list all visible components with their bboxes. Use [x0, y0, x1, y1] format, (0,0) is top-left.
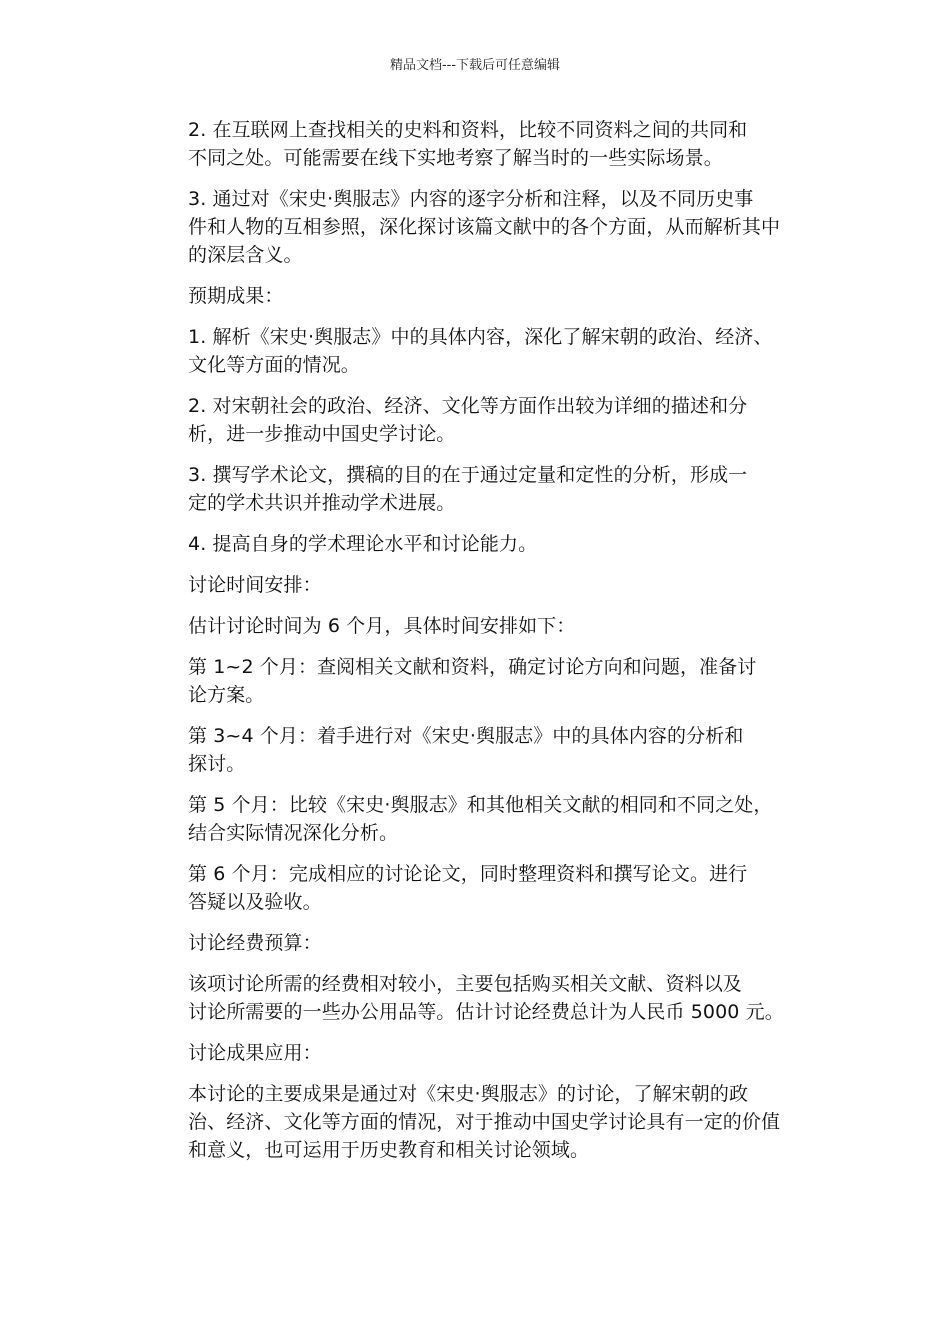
paragraph-line: 4. 提高自身的学术理论水平和讨论能力。 — [188, 533, 538, 555]
paragraph-line: 该项讨论所需的经费相对较小，主要包括购买相关文献、资料以及 — [188, 973, 742, 995]
page-header: 精品文档---下载后可任意编辑 — [389, 58, 561, 73]
paragraph — [144, 571, 816, 599]
paragraph-line: 第 3~4 个月：着手进行对《宋史·舆服志》中的具体内容的分析和 — [188, 725, 744, 747]
paragraph-line: 析，进一步推动中国史学讨论。 — [188, 423, 456, 445]
paragraph — [144, 323, 816, 379]
paragraph — [144, 860, 816, 916]
paragraph-line: 本讨论的主要成果是通过对《宋史·舆服志》的讨论，了解宋朝的政 — [188, 1083, 749, 1105]
paragraph — [144, 612, 816, 640]
paragraph — [144, 1039, 816, 1067]
paragraph-line: 讨论时间安排： — [188, 574, 322, 596]
paragraph-line: 估计讨论时间为 6 个月，具体时间安排如下： — [188, 615, 576, 637]
paragraph — [144, 929, 816, 957]
paragraph-line: 的深层含义。 — [188, 244, 303, 266]
paragraph-line: 答疑以及验收。 — [188, 891, 322, 913]
paragraph — [144, 970, 816, 1026]
paragraph-line: 不同之处。可能需要在线下实地考察了解当时的一些实际场景。 — [188, 147, 723, 169]
paragraph-line: 2. 在互联网上查找相关的史料和资料，比较不同资料之间的共同和 — [188, 119, 748, 141]
paragraph — [144, 653, 816, 709]
paragraph — [144, 392, 816, 448]
paragraph-line: 3. 撰写学术论文，撰稿的目的在于通过定量和定性的分析，形成一 — [188, 464, 748, 486]
paragraph — [144, 116, 816, 172]
paragraph — [144, 185, 816, 269]
paragraph-line: 治、经济、文化等方面的情况，对于推动中国史学讨论具有一定的价值 — [188, 1111, 781, 1133]
paragraph — [144, 1080, 816, 1164]
paragraph — [144, 722, 816, 778]
paragraph-line: 预期成果： — [188, 285, 284, 307]
paragraph-line: 探讨。 — [188, 753, 246, 775]
paragraph-line: 讨论成果应用： — [188, 1042, 322, 1064]
paragraph — [144, 791, 816, 847]
paragraph-line: 第 5 个月：比较《宋史·舆服志》和其他相关文献的相同和不同之处， — [188, 794, 773, 816]
paragraph-line: 3. 通过对《宋史·舆服志》内容的逐字分析和注释，以及不同历史事 — [188, 188, 754, 210]
paragraph-line: 定的学术共识并推动学术进展。 — [188, 492, 456, 514]
paragraph-line: 文化等方面的情况。 — [188, 354, 360, 376]
paragraph-line: 第 6 个月：完成相应的讨论论文，同时整理资料和撰写论文。进行 — [188, 863, 748, 885]
paragraph-line: 讨论所需要的一些办公用品等。估计讨论经费总计为人民币 5000 元。 — [188, 1001, 784, 1023]
paragraph-line: 讨论经费预算： — [188, 932, 322, 954]
paragraph-line: 1. 解析《宋史·舆服志》中的具体内容，深化了解宋朝的政治、经济、 — [188, 326, 773, 348]
paragraph — [144, 282, 816, 310]
paragraph-line: 结合实际情况深化分析。 — [188, 822, 399, 844]
paragraph-line: 件和人物的互相参照，深化探讨该篇文献中的各个方面，从而解析其中 — [188, 216, 781, 238]
paragraph-line: 2. 对宋朝社会的政治、经济、文化等方面作出较为详细的描述和分 — [188, 395, 748, 417]
paragraph-line: 和意义，也可运用于历史教育和相关讨论领域。 — [188, 1139, 590, 1161]
document-body — [144, 116, 816, 1177]
paragraph — [144, 530, 816, 558]
paragraph-line: 第 1~2 个月：查阅相关文献和资料，确定讨论方向和问题，准备讨 — [188, 656, 757, 678]
paragraph-line: 论方案。 — [188, 684, 265, 706]
paragraph — [144, 461, 816, 517]
